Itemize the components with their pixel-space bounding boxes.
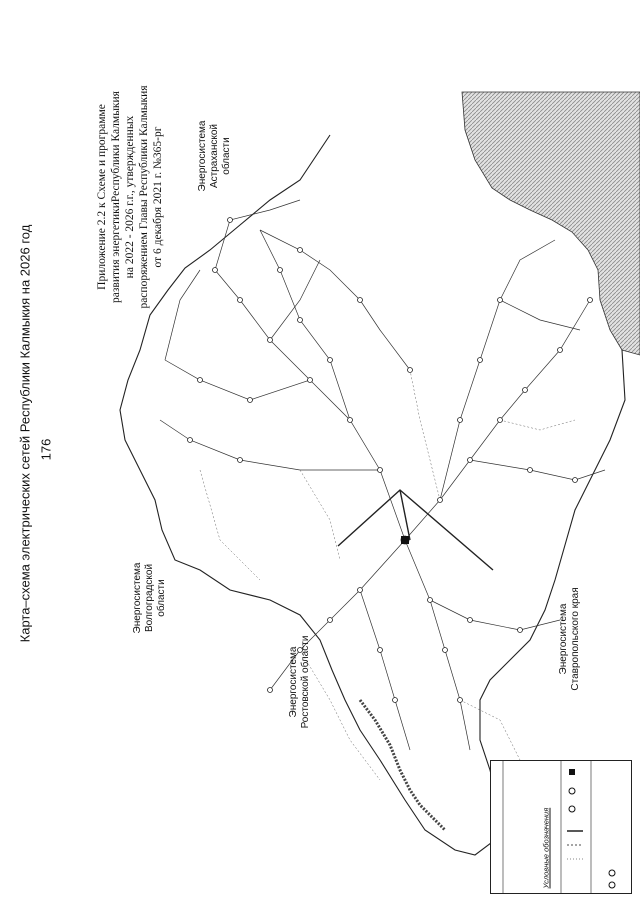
substation-marker: [358, 588, 363, 593]
substation-marker: [438, 498, 443, 503]
legend-substation-symbol: [569, 806, 575, 812]
substations: [188, 218, 593, 703]
substation-marker: [393, 698, 398, 703]
region-label-line: Астраханской: [209, 124, 220, 188]
substation-marker: [588, 298, 593, 303]
legend-title: Условные обозначения: [541, 807, 551, 889]
substation-marker: [328, 358, 333, 363]
region-label-line: Энергосистема: [558, 603, 569, 675]
substation-marker: [468, 458, 473, 463]
substation-marker: [523, 388, 528, 393]
region-label-line: Ставропольского края: [570, 587, 581, 691]
substation-marker: [408, 368, 413, 373]
main-line: [338, 490, 493, 570]
page-title: Карта–схема электрических сетей Республики Калмыкия на 2026 год: [17, 224, 33, 643]
appendix-line: от 6 декабря 2021 г. №365-рг: [152, 126, 164, 268]
region-label-line: Ростовской области: [300, 635, 311, 729]
region-label-line: области: [221, 137, 232, 175]
substation-marker: [278, 268, 283, 273]
substation-marker: [498, 298, 503, 303]
appendix-line: Приложение 2.2 к Схеме и программе: [96, 104, 108, 290]
substation-marker: [428, 598, 433, 603]
substation-marker: [198, 378, 203, 383]
substation-marker: [558, 348, 563, 353]
legend-substation-symbol: [569, 788, 575, 794]
distribution-lines: [200, 370, 575, 780]
page-number: 176: [38, 438, 54, 461]
caspian-sea: [462, 92, 640, 355]
substation-marker: [308, 378, 313, 383]
substation-marker: [298, 318, 303, 323]
substation-marker: [298, 248, 303, 253]
appendix-line: на 2022 - 2026 г.г., утвержденных: [124, 115, 136, 279]
legend-plant-symbol: [569, 769, 575, 775]
substation-marker: [358, 298, 363, 303]
substation-marker: [238, 298, 243, 303]
region-label-line: Энергосистема: [132, 562, 143, 634]
substation-marker: [498, 418, 503, 423]
region-volgograd-label: [132, 548, 168, 648]
substation-marker: [518, 628, 523, 633]
substation-marker: [458, 418, 463, 423]
region-label-line: Волгоградской: [144, 563, 155, 633]
substation-marker: [348, 418, 353, 423]
substation-marker: [378, 648, 383, 653]
appendix-line: развития энергетикиРеспублики Калмыкия: [110, 91, 122, 303]
region-label-line: Энергосистема: [288, 646, 299, 718]
region-label-line: Энергосистема: [197, 120, 208, 192]
region-rostov-label: [288, 632, 312, 732]
substation-marker: [268, 688, 273, 693]
substation-marker: [573, 478, 578, 483]
substation-marker: [328, 618, 333, 623]
substation-marker: [528, 468, 533, 473]
appendix-note: [95, 17, 165, 377]
substation-marker: [443, 648, 448, 653]
substation-marker: [378, 468, 383, 473]
transmission-lines: [160, 200, 605, 750]
substation-marker: [468, 618, 473, 623]
substation-marker: [238, 458, 243, 463]
substation-marker: [213, 268, 218, 273]
legend-substation-symbol: [609, 870, 615, 876]
substation-marker: [268, 338, 273, 343]
substation-marker: [458, 698, 463, 703]
region-stavropol-label: [558, 574, 582, 704]
substation-marker: [248, 398, 253, 403]
substation-marker: [478, 358, 483, 363]
power-plant-marker: [401, 536, 409, 544]
substation-marker: [188, 438, 193, 443]
region-label-line: области: [156, 579, 167, 617]
appendix-line: распоряжением Главы Республики Калмыкия: [138, 85, 150, 309]
river: [360, 700, 445, 830]
legend-box: [490, 760, 632, 894]
substation-marker: [228, 218, 233, 223]
region-astrakhan-label: [197, 101, 233, 211]
legend-symbols: [491, 761, 631, 893]
legend-substation-symbol: [609, 882, 615, 888]
